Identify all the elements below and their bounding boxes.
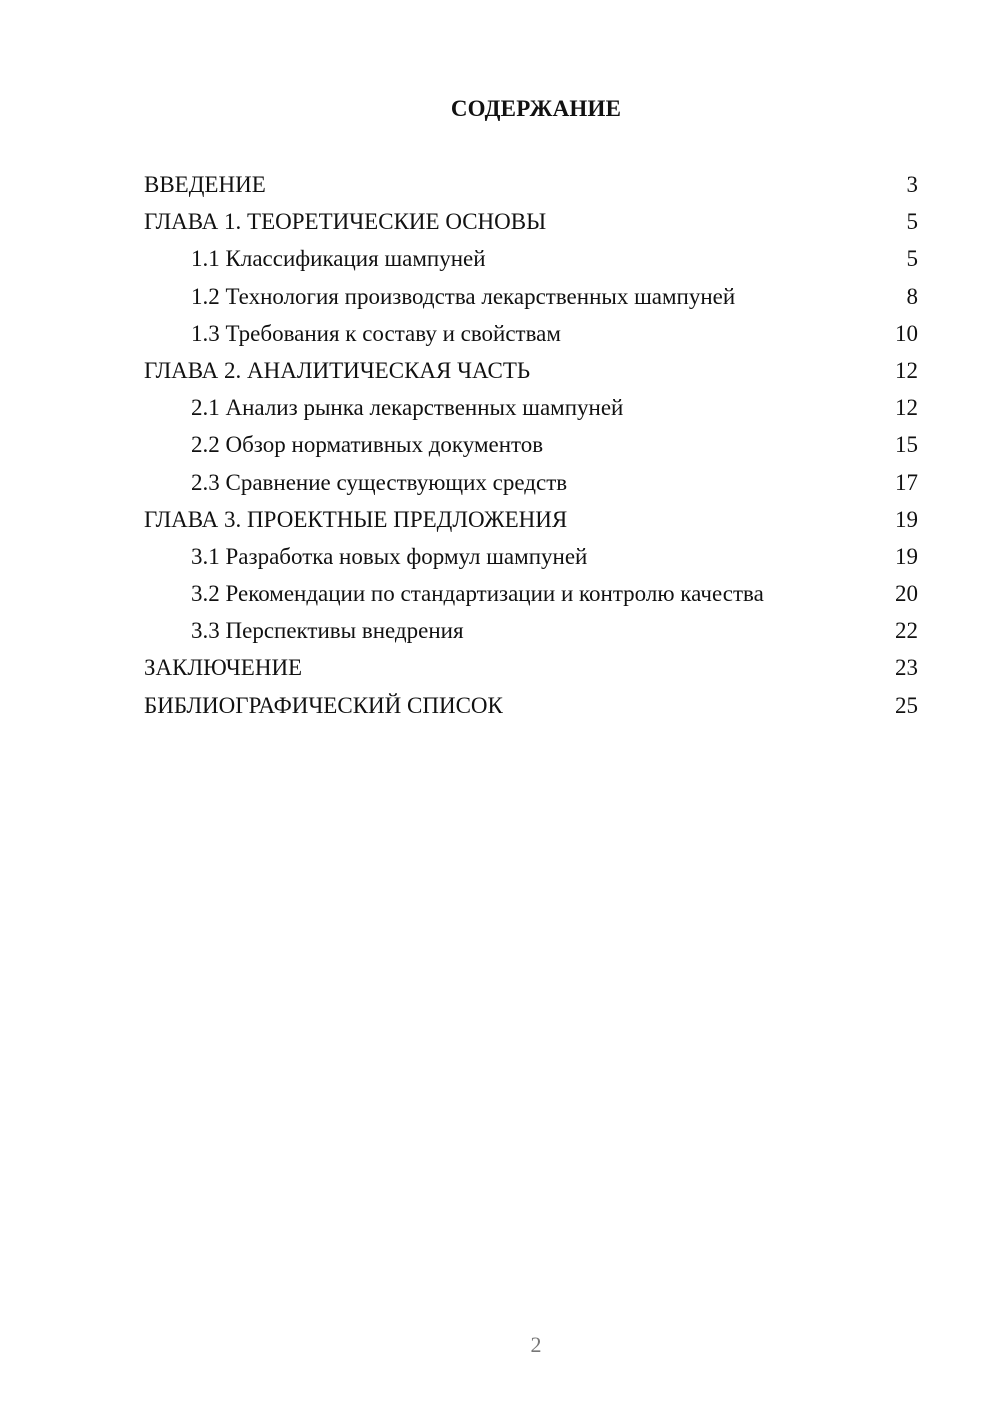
toc-entry-label: 3.3 Перспективы внедрения	[191, 618, 464, 644]
toc-entry-chapter-2	[144, 352, 918, 389]
toc-entry-page: 19	[895, 506, 918, 532]
toc-entry-label: ЗАКЛЮЧЕНИЕ	[144, 655, 303, 681]
toc-entry-section-1-1	[144, 240, 918, 277]
page-number: 2	[530, 1332, 542, 1357]
toc-entry-page: 19	[895, 543, 918, 569]
toc-entry-section-2-2	[144, 426, 918, 463]
toc-entry-page: 5	[906, 246, 918, 272]
toc-entry-page: 12	[895, 395, 918, 421]
toc-entry-section-1-2	[144, 278, 918, 315]
toc-entry-page: 25	[895, 692, 918, 718]
toc-entry-bibliography	[144, 687, 918, 724]
toc-entry-section-1-3	[144, 315, 918, 352]
toc-entry-label: ГЛАВА 2. АНАЛИТИЧЕСКАЯ ЧАСТЬ	[144, 357, 531, 383]
toc-entry-section-3-1	[144, 538, 918, 575]
toc-entry-label: 1.1 Классификация шампуней	[191, 246, 486, 272]
toc-entry-page: 12	[895, 357, 918, 383]
toc-entry-label: 2.3 Сравнение существующих средств	[191, 469, 568, 495]
toc-entry-label: 1.3 Требования к составу и свойствам	[191, 320, 561, 346]
toc-entry-label: ВВЕДЕНИЕ	[144, 172, 266, 197]
toc-entry-label: ГЛАВА 3. ПРОЕКТНЫЕ ПРЕДЛОЖЕНИЯ	[144, 506, 568, 532]
toc-entry-label: 3.2 Рекомендации по стандартизации и контролю качества	[191, 581, 764, 607]
toc-entry-section-3-2	[144, 575, 918, 612]
toc-entry-label: 3.1 Разработка новых формул шампуней	[191, 543, 588, 569]
toc-entry-page: 5	[906, 209, 918, 235]
toc-entry-chapter-1	[144, 203, 918, 240]
toc-entry-conclusion	[144, 649, 918, 686]
toc-entry-chapter-3	[144, 501, 918, 538]
toc-entry-label: 1.2 Технология производства лекарственных шампуней	[191, 283, 736, 309]
toc-entry-section-2-3	[144, 464, 918, 501]
toc-entry-introduction	[144, 166, 918, 203]
toc-entry-label: БИБЛИОГРАФИЧЕСКИЙ СПИСОК	[144, 692, 503, 718]
toc-entry-page: 15	[895, 432, 918, 458]
toc-entry-page: 10	[895, 320, 918, 346]
toc-entry-section-2-1	[144, 389, 918, 426]
toc-entry-page: 3	[906, 172, 918, 197]
page-title: СОДЕРЖАНИЕ	[450, 96, 622, 121]
toc-entry-page: 23	[895, 655, 918, 681]
toc-entry-page: 20	[895, 581, 918, 607]
toc-entry-label: 2.2 Обзор нормативных документов	[191, 432, 544, 458]
toc-entry-page: 22	[895, 618, 918, 644]
toc-entry-label: 2.1 Анализ рынка лекарственных шампуней	[191, 395, 624, 421]
toc-entry-page: 8	[906, 283, 918, 309]
toc-entry-section-3-3	[144, 612, 918, 649]
table-of-contents	[144, 166, 918, 724]
toc-entry-label: ГЛАВА 1. ТЕОРЕТИЧЕСКИЕ ОСНОВЫ	[144, 209, 547, 235]
toc-entry-page: 17	[895, 469, 918, 495]
